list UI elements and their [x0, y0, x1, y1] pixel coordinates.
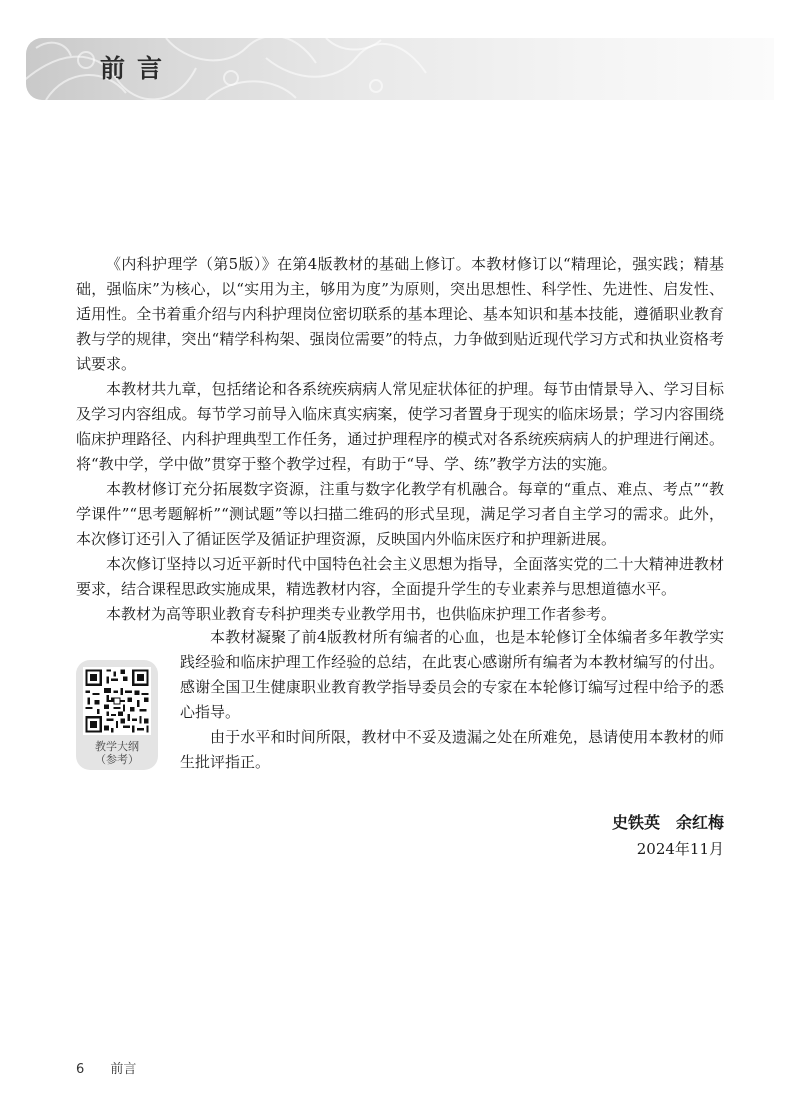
- page-footer: [76, 1058, 136, 1077]
- qr-caption-line2: （参考）: [95, 753, 139, 766]
- paragraph: 由于水平和时间所限，教材中不妥及遗漏之处在所难免，恳请使用本教材的师生批评指正。: [180, 728, 724, 771]
- paragraph: 《内科护理学（第5版）》在第4版教材的基础上修订。本教材修订以“精理论，强实践；精基础，强临床”为核心，以“实用为主，够用为度”为原则，突出思想性、科学性、先进性、启发性、适用性。全书着重介绍与内科护理岗位密切联系的基本理论、基本知识和基本技能，遵循职业教育教与学的规律，突出“精学科构架、强岗位需要”的特点，力争做到贴近现代学习方式和执业资格考试要求。: [76, 255, 724, 373]
- page-title: 前言: [100, 54, 175, 83]
- header-band: [26, 38, 774, 100]
- signature-date: 2024年11月: [636, 840, 724, 858]
- preface-body: [76, 252, 724, 627]
- paragraph: 本教材共九章，包括绪论和各系统疾病病人常见症状体征的护理。每节由情景导入、学习目标及学习内容组成。每节学习前导入临床真实病案，使学习者置身于现实的临床场景；学习内容围绕临床护理路径、内科护理典型工作任务，通过护理程序的模式对各系统疾病病人的护理进行阐述。将“教中学，学中做”贯穿于整个教学过程，有助于“导、学、练”教学方法的实施。: [76, 380, 724, 473]
- page-number: 6: [76, 1062, 85, 1077]
- paragraph: 本教材凝聚了前4版教材所有编者的心血，也是本轮修订全体编者多年教学实践经验和临床护理工作经验的总结，在此衷心感谢所有编者为本教材编写的付出。感谢全国卫生健康职业教育教学指导委员会的专家在本轮修订编写过程中给予的悉心指导。: [180, 628, 724, 721]
- footer-section-title: 前言: [110, 1062, 137, 1077]
- paragraph: 本教材为高等职业教育专科护理类专业教学用书，也供临床护理工作者参考。: [106, 605, 617, 623]
- qr-caption: [76, 740, 158, 766]
- signature-block: [612, 810, 724, 862]
- qr-code-icon[interactable]: [83, 667, 151, 735]
- qr-card[interactable]: [76, 660, 158, 770]
- qr-caption-line1: 教学大纲: [95, 740, 139, 753]
- paragraph: 本次修订坚持以习近平新时代中国特色社会主义思想为指导，全面落实党的二十大精神进教材要求，结合课程思政实施成果，精选教材内容，全面提升学生的专业素养与思想道德水平。: [76, 555, 724, 598]
- acknowledgement-text: [180, 625, 724, 775]
- author-names: 史铁英 余红梅: [611, 813, 724, 832]
- paragraph: 本教材修订充分拓展数字资源，注重与数字化教学有机融合。每章的“重点、难点、考点”“教学课件”“思考题解析”“测试题”等以扫描二维码的形式呈现，满足学习者自主学习的需求。此外，本次修订还引入了循证医学及循证护理资源，反映国内外临床医疗和护理新进展。: [76, 480, 724, 548]
- floral-pattern-icon: [26, 38, 446, 100]
